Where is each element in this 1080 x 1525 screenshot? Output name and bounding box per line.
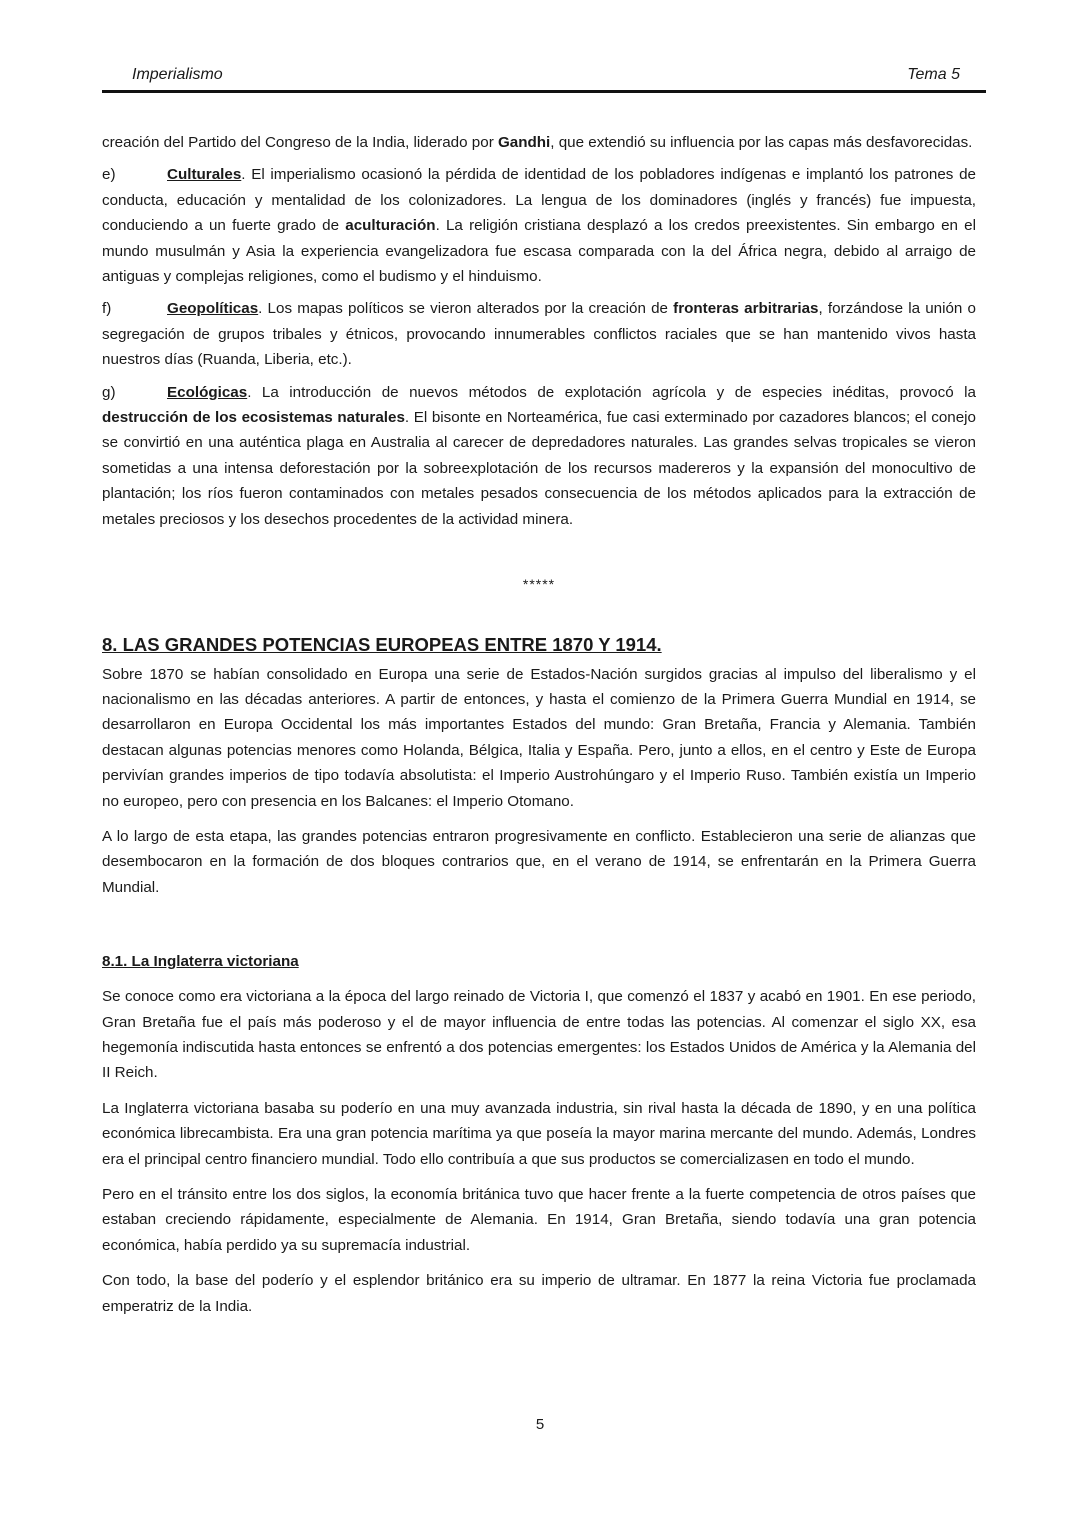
page-header <box>102 64 986 93</box>
item-g-text-1: . La introducción de nuevos métodos de explotación agrícola y de especies inéditas, provocó la <box>247 383 976 401</box>
item-f-text-1: . Los mapas políticos se vieron alterados por la creación de <box>258 300 674 318</box>
intro-text-1: creación del Partido del Congreso de la India, liderado por <box>102 134 498 151</box>
section-separator: ***** <box>522 576 556 593</box>
item-e-marker: e) <box>102 166 116 184</box>
page-content <box>102 130 976 1326</box>
item-f-bold: fronteras arbitrarias <box>673 300 819 318</box>
intro-text-2: , que extendió su influencia por las capas más desfavorecidas. <box>550 134 973 151</box>
item-f-marker: f) <box>102 300 112 318</box>
item-e-term: Culturales <box>167 166 242 184</box>
item-g-bold: destrucción de los ecosistemas naturales <box>102 409 405 427</box>
intro-bold-gandhi: Gandhi <box>497 134 551 151</box>
section-8-paragraph-1: Sobre 1870 se habían consolidado en Europa una serie de Estados-Nación surgidos gracias al impulso del liberalismo y el nacionalismo en las décadas anteriores. A partir de entonces, y hasta el comienzo de la Primera Guerra Mundial en 1914, se desarrollaron en Europa Occidental los más importantes Estados del mundo: Gran Bretaña, Francia y Alemania. También destacan algunas potencias menores como Holanda, Bélgica, Italia y España. Pero, junto a ellos, en el centro y Este de Europa pervivían grandes imperios de tipo todavía absolutista: el Imperio Austrohúngaro y el Imperio Ruso. También existía un Imperio no europeo, pero con presencia en los Balcanes: el Imperio Otomano. <box>102 665 976 810</box>
intro-paragraph <box>102 130 976 155</box>
section-8-1-paragraph-2: La Inglaterra victoriana basaba su poderío en una muy avanzada industria, sin rival hasta la década de 1890, y en una política económica librecambista. Era una gran potencia marítima ya que poseía la mayor marina mercante del mundo. Además, Londres era el principal centro financiero mundial. Todo ello contribuía a que sus productos se comercializasen en todo el mundo. <box>102 1099 976 1168</box>
header-topic: Tema 5 <box>907 66 960 83</box>
item-f-text-2: , forzándose la unión o segregación de grupos tribales y étnicos, provocando innumerables conflictos raciales que se han mantenido vivos hasta nuestros días (Ruanda, Liberia, etc.). <box>102 300 977 369</box>
item-f-term: Geopolíticas <box>167 300 259 318</box>
item-e-bold: aculturación <box>345 217 436 235</box>
section-8-1-title: 8.1. La Inglaterra victoriana <box>102 953 299 971</box>
item-e-text-1: . El imperialismo ocasionó la pérdida de identidad de los pobladores indígenas e implantó los patrones de conducta, educación y mentalidad de los colonizadores. La lengua de los dominadores (inglés y francés) fue impuesta, conduciendo a un fuerte grado de <box>102 166 976 235</box>
item-g-term: Ecológicas <box>167 383 248 401</box>
section-8-1-paragraph-4: Con todo, la base del poderío y el esplendor británico era su imperio de ultramar. En 1877 la reina Victoria fue proclamada emperatriz de la India. <box>102 1272 976 1315</box>
item-g-marker: g) <box>102 383 116 401</box>
item-e-paragraph <box>102 162 976 289</box>
section-8-paragraph-2: A lo largo de esta etapa, las grandes potencias entraron progresivamente en conflicto. Establecieron una serie de alianzas que desembocaron en la formación de dos bloques contrarios que, en el verano de 1914, se enfrentarán en la Primera Guerra Mundial. <box>102 827 976 896</box>
section-8-title: 8. LAS GRANDES POTENCIAS EUROPEAS ENTRE 1870 Y 1914. <box>102 633 662 655</box>
header-title: Imperialismo <box>132 66 223 83</box>
page-number: 5 <box>535 1416 545 1433</box>
item-g-text-2: . El bisonte en Norteamérica, fue casi exterminado por cazadores blancos; el conejo se convirtió en una auténtica plaga en Australia al carecer de depredadores naturales. Las grandes selvas tropicales se vieron sometidas a una intensa deforestación por la sobreexplotación de los recursos madereros y la expansión del monocultivo de plantación; los ríos fueron contaminados con metales pesados consecuencia de los métodos aplicados para la extracción de metales preciosos y los desechos procedentes de la actividad minera. <box>102 409 976 528</box>
section-8-1-paragraph-1: Se conoce como era victoriana a la época del largo reinado de Victoria I, que comenzó el 1837 y acabó en 1901. En ese periodo, Gran Bretaña fue el país más poderoso y el de mayor influencia de entre todas las potencias. Al comenzar el siglo XX, esa hegemonía indiscutida hasta entonces se enfrentó a dos potencias emergentes: los Estados Unidos de América y la Alemania del II Reich. <box>102 988 976 1082</box>
item-f-paragraph <box>102 296 976 372</box>
section-8-1-paragraph-3: Pero en el tránsito entre los dos siglos, la economía británica tuvo que hacer frente a la fuerte competencia de otros países que estaban creciendo rápidamente, especialmente de Alemania. En 1914, Gran Bretaña, siendo todavía una gran potencia económica, había perdido ya su supremacía industrial. <box>102 1186 976 1254</box>
item-g-paragraph <box>102 380 976 532</box>
item-e-text-2: . La religión cristiana desplazó a los credos preexistentes. Sin embargo en el mundo musulmán y Asia la experiencia evangelizadora fue escasa comparada con la del África negra, debido al arraigo de antiguas y complejas religiones, como el budismo y el hinduismo. <box>102 217 976 286</box>
